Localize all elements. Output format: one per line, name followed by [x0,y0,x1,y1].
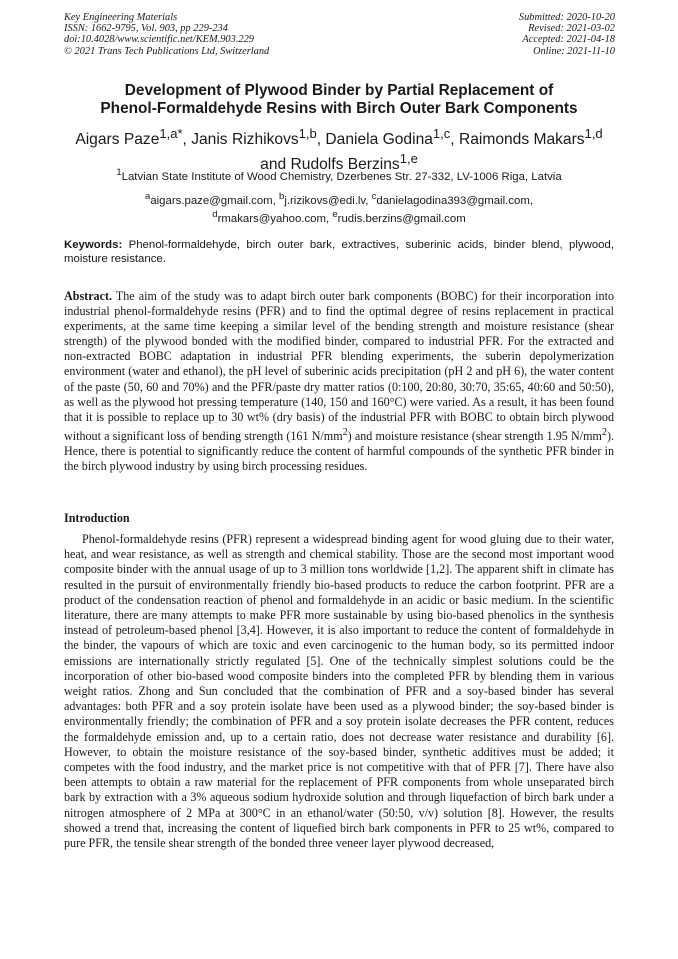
journal-issn: ISSN: 1662-9795, Vol. 903, pp 229-234 [64,23,228,35]
email-separator: , [365,194,372,207]
email-address[interactable]: aigars.paze@gmail.com [150,194,273,207]
author-name: and Rudolfs Berzins [260,156,400,174]
affiliation [40,166,638,184]
title-line-2: Phenol-Formaldehyde Resins with Birch Outer Bark Components [100,100,578,117]
email-address[interactable]: danielagodina393@gmail.com [376,194,530,207]
author-affil-sup: 1,d [584,126,603,141]
abstract-unit-sup: 2 [342,426,348,438]
abstract [64,289,614,474]
abstract-text: ) and moisture resistance (shear strength 1.95 N/mm [347,428,602,443]
email-address[interactable]: j.rizikovs@edi.lv [284,194,366,207]
author-name: Daniela Godina [325,131,433,149]
email-separator: , [272,194,280,207]
keywords-text: Phenol-formaldehyde, birch outer bark, extractives, suberinic acids, binder blend, plywood, moisture resistance. [64,239,614,266]
email-address[interactable]: rmakars@yahoo.com [217,212,327,225]
date-submitted: Submitted: 2020-10-20 [518,12,615,23]
email-list [40,190,638,226]
email-address[interactable]: rudis.berzins@gmail.com [337,212,466,225]
journal-header [64,12,269,57]
author-separator: , [450,131,459,149]
email-sup: a [145,191,151,202]
author-affil-sup: 1,c [432,126,451,141]
author-name: Raimonds Makars [458,131,585,149]
journal-doi[interactable]: doi:10.4028/www.scientific.net/KEM.903.229 [64,34,254,46]
section-heading-introduction: Introduction [64,511,130,525]
abstract-text: ). Hence, there is potential to significantly reduce the content of harmful compounds of the synthetic PFR binder in the birch plywood industry by using birch processing residues. [64,428,614,474]
journal-copyright: © 2021 Trans Tech Publications Ltd, Switzerland [64,45,270,57]
email-separator: , [326,212,333,225]
abstract-label: Abstract. [64,289,113,303]
author-affil-sup: 1,e [399,151,418,167]
abstract-text: The aim of the study was to adapt birch outer bark components (BOBC) for their incorporation into industrial phenol-formaldehyde resins (PFR) and to find the optimal degree of resins replacement in practical experiments, at the same time keeping a similar level of the bending strength and moisture resistance (shear strength) of the plywood bonded with the modified binder, compared to industrial PFR. For the extracted and non-extracted BOBC adaptation in industrial PFR blending experiments, the suberin depolymerization environment (water and ethanol), the pH level of suberinic acids precipitation (pH 2 and pH 6), the water content of the paste (50, 60 and 70%) and the PFR/paste dry matter ratios (0:100, 20:80, 30:70, 35:65, 40:60 and 50:50), as well as the plywood hot pressing temperature (140, 150 and 160°C) were varied. As a result, it has been found that it is possible to replace up to 30 wt% (dry basis) of the industrial PFR with BOBC to obtain birch plywood without a significant loss of bending strength (161 N/mm [64,289,614,443]
author-name: Aigars Paze [75,131,160,149]
email-sup: e [332,208,338,220]
keywords [64,238,614,267]
introduction-text: Phenol-formaldehyde resins (PFR) represent a widespread binding agent for wood gluing due to their water, heat, and wear resistance, as well as strength and chemical stability. Those are the second most important wood composite binder with the annual usage of up to 3 million tons worldwide [1,2]. The apparent shift in climate has resulted in the pursuit of environmentally friendly bio-based products to reduce the carbon footprint. PFR are a product of the condensation reaction of phenol and formaldehyde in an acidic or basic medium. In the scientific literature, there are many attempts to make PFR more sustainable by using bio-based phenolics in the synthesis instead of petroleum-based phenol [3,4]. However, it is also important to reduce the content of formaldehyde in the binder, the vapours of which are toxic and even carcinogenic to the human body, so its permitted indoor emissions are internationally strictly regulated [5]. One of the technically simplest solutions could be the incorporation of other bio-based wood composite binders into the completed PFR by blending them in various weight ratios. Zhong and Sun concluded that the combination of PFR and a soy-based binder has several advantages: both PFR and a soy protein isolate have been used as a plywood binder; the soy-based binder is environmentally friendly; the combination of PFR and a soy protein isolate decreases the PFR content, reduces the formaldehyde emission and, up to a certain ratio, does not decrease water resistance and durability [6]. However, to obtain the moisture resistance of the soy-based binder, synthetic additives must be added; it competes with the food industry, and the market price is not competitive with that of PFR [7]. There have also been attempts to obtain a raw material for the replacement of PFR components from whole unseparated birch bark by extraction with a 3% aqueous sodium hydroxide solution and through liquefaction of birch bark under a nitrogen atmosphere of 2 MPa at 300°C in an ethanol/water (50:50, v/v) solution [8]. However, the results showed a trend that, increasing the content of liquefied birch bark components in PFR to 25 wt%, compared to pure PFR, the tensile shear strength of the bonded three veneer layer plywood decreased, [64,532,614,851]
email-sup: d [212,208,218,220]
title-line-1: Development of Plywood Binder by Partial Replacement of [124,82,554,99]
paper-title [40,82,638,118]
email-sup: b [279,191,285,202]
abstract-unit-sup: 2 [601,426,607,438]
email-sup: c [371,191,377,202]
date-revised: Revised: 2021-03-02 [528,23,615,35]
affiliation-sup: 1 [116,167,122,178]
date-online: Online: 2021-11-10 [532,45,615,57]
author-separator: , [316,131,326,149]
dates-header [519,12,615,57]
journal-name: Key Engineering Materials [64,12,178,23]
author-name: Janis Rizhikovs [191,131,299,149]
author-affil-sup: 1,a* [159,126,183,141]
email-separator: , [529,194,533,207]
date-accepted: Accepted: 2021-04-18 [522,34,615,46]
affiliation-text: Latvian State Institute of Wood Chemistry, Dzerbenes Str. 27-332, LV-1006 Riga, Latvia [121,170,562,183]
author-separator: , [182,131,192,149]
keywords-label: Keywords: [64,239,123,251]
author-affil-sup: 1,b [298,126,317,141]
